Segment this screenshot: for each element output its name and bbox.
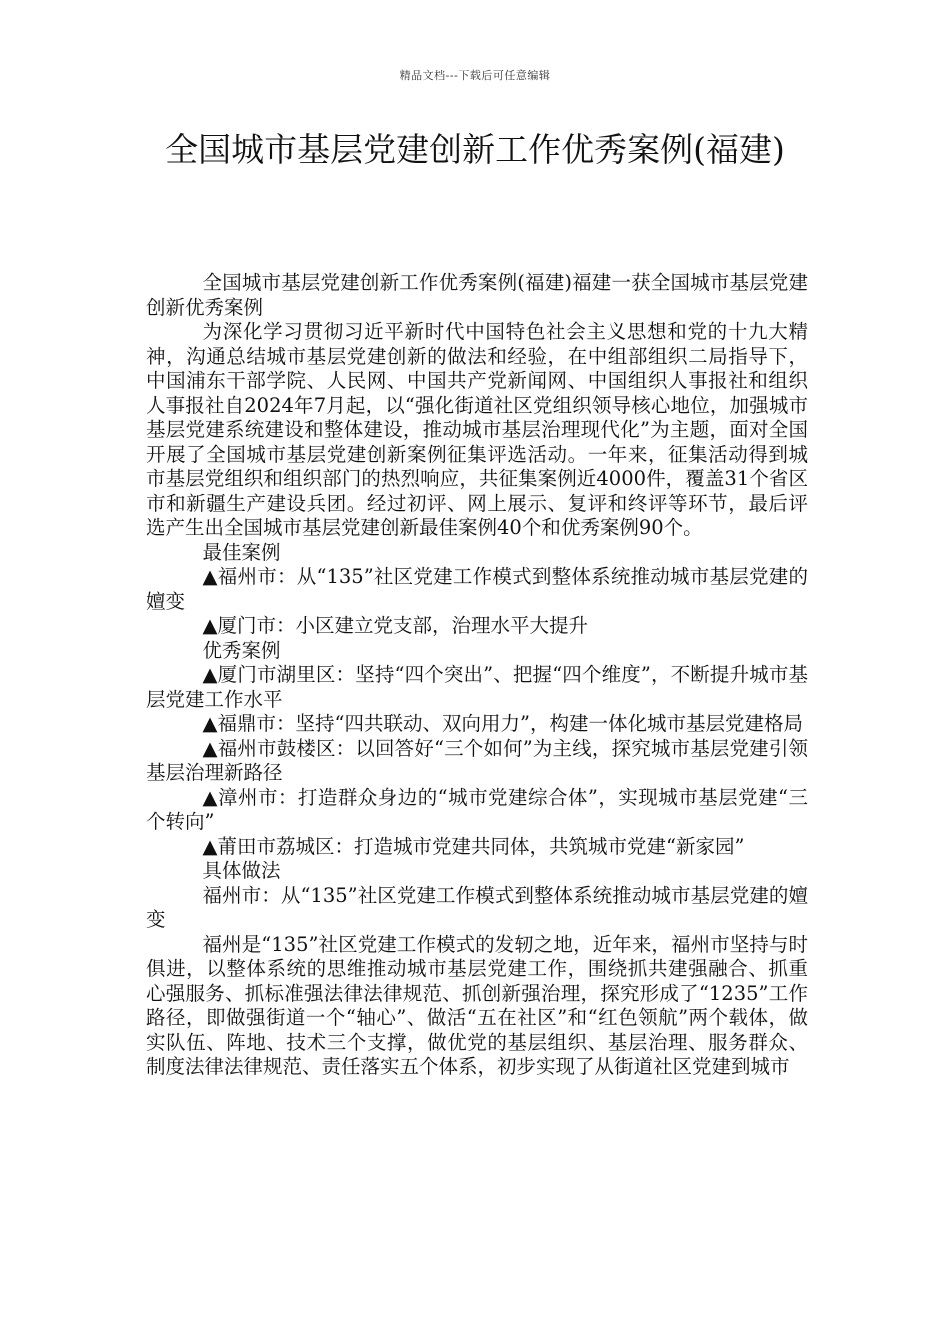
list-item: ▲福州市鼓楼区：以回答好“三个如何”为主线，探究城市基层党建引领基层治理新路径 (146, 736, 808, 784)
paragraph: 全国城市基层党建创新工作优秀案例(福建)福建一获全国城市基层党建创新优秀案例 (146, 271, 808, 319)
page-header-note: 精品文档---下载后可任意编辑 (399, 69, 551, 82)
list-item: ▲漳州市：打造群众身边的“城市党建综合体”，实现城市基层党建“三个转向” (146, 785, 808, 833)
section-heading: 优秀案例 (202, 638, 281, 662)
list-item: ▲福鼎市：坚持“四共联动、双向用力”，构建一体化城市基层党建格局 (202, 712, 803, 735)
section-heading: 具体做法 (202, 859, 281, 882)
document-title: 全国城市基层党建创新工作优秀案例(福建) (165, 130, 785, 169)
list-item: ▲福州市：从“135”社区党建工作模式到整体系统推动城市基层党建的嬗变 (146, 565, 808, 613)
list-item: ▲厦门市：小区建立党支部，治理水平大提升 (202, 614, 589, 637)
list-item: ▲厦门市湖里区：坚持“四个突出”、把握“四个维度”，不断提升城市基层党建工作水平 (146, 663, 808, 711)
list-item: ▲莆田市荔城区：打造城市党建共同体，共筑城市党建“新家园” (202, 834, 745, 858)
paragraph: 福州是“135”社区党建工作模式的发轫之地，近年来，福州市坚持与时俱进，以整体系统的思维推动城市基层党建工作，围绕抓共建强融合、抓重心强服务、抓标准强法律法律规范、抓创新强治理，探究形成了“1235”工作路径，即做强街道一个“轴心”、做活“五在社区”和“红色领航”两个载体，做实队伍、阵地、技术三个支撑，做优党的基层组织、基层治理、服务群众、制度法律法律规范、责任落实五个体系，初步实现了从街道社区党建到城市 (146, 932, 808, 1078)
section-heading: 最佳案例 (202, 540, 281, 564)
paragraph: 为深化学习贯彻习近平新时代中国特色社会主义思想和党的十九大精神，沟通总结城市基层党建创新的做法和经验，在中组部组织二局指导下，中国浦东干部学院、人民网、中国共产党新闻网、中国组织人事报社和组织人事报社自2024年7月起，以“强化街道社区党组织领导核心地位，加强城市基层党建系统建设和整体建设，推动城市基层治理现代化”为主题，面对全国开展了全国城市基层党建创新案例征集评选活动。一年来，征集活动得到城市基层党组织和组织部门的热烈响应，共征集案例近4000件，覆盖31个省区市和新疆生产建设兵团。经过初评、网上展示、复评和终评等环节，最后评选产生出全国城市基层党建创新最佳案例40个和优秀案例90个。 (146, 320, 808, 539)
document-body (146, 271, 808, 1080)
paragraph: 福州市：从“135”社区党建工作模式到整体系统推动城市基层党建的嬗变 (146, 883, 808, 931)
